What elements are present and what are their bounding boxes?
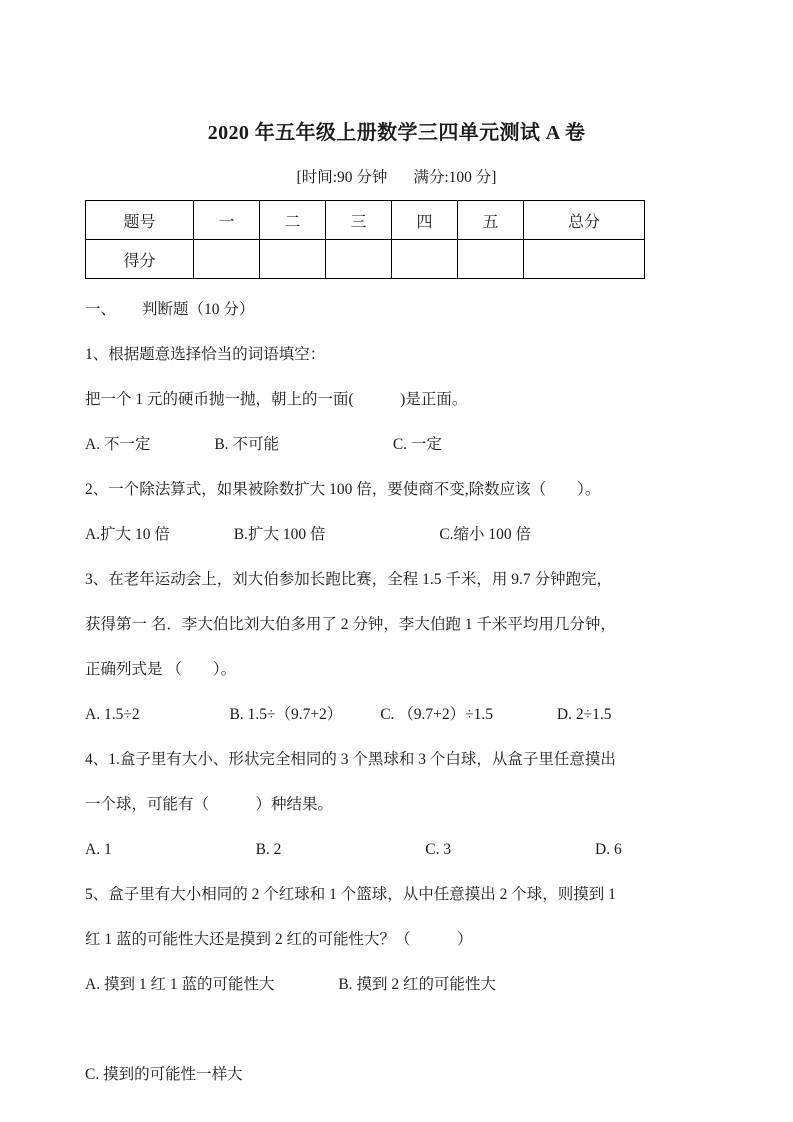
score-table-col-3: 三 <box>326 201 392 240</box>
option-text[interactable]: 6 <box>613 841 622 858</box>
question-content <box>85 287 725 1097</box>
option-key[interactable]: D. <box>556 706 572 723</box>
option-key[interactable]: C. <box>392 436 408 453</box>
score-table-row-label-1: 题号 <box>86 201 194 240</box>
score-table-row-label-2: 得分 <box>86 240 194 279</box>
question-1-options <box>85 422 725 467</box>
option-text[interactable]: 3 <box>443 841 452 858</box>
option-text[interactable]: 摸到 1 红 1 蓝的可能性大 <box>103 976 275 993</box>
option-text[interactable]: 扩大 10 倍 <box>100 526 170 543</box>
option-key[interactable]: B. <box>229 706 244 723</box>
option-text[interactable]: 不可能 <box>232 436 279 453</box>
option-key[interactable]: B. <box>255 841 270 858</box>
question-3-stem-line-1: 3、在老年运动会上，刘大伯参加长跑比赛，全程 1.5 千米，用 9.7 分钟跑完， <box>85 571 613 588</box>
table-row <box>86 240 645 279</box>
exam-total-score: 满分:100 分] <box>413 169 497 186</box>
question-4-stem-line-1: 4、1.盒子里有大小、形状完全相同的 3 个黑球和 3 个白球，从盒子里任意摸出 <box>85 751 616 768</box>
question-5-stem-line-2: 红 1 蓝的可能性大还是摸到 2 红的可能性大？（ ） <box>85 931 473 948</box>
option-text[interactable]: 一定 <box>410 436 442 453</box>
option-text[interactable]: 缩小 100 倍 <box>453 526 532 543</box>
score-table-col-5: 五 <box>458 201 524 240</box>
option-text[interactable]: 扩大 100 倍 <box>247 526 326 543</box>
score-cell-total[interactable] <box>524 240 645 279</box>
score-cell-4[interactable] <box>392 240 458 279</box>
exam-meta-line <box>0 165 793 187</box>
table-row <box>86 201 645 240</box>
score-cell-5[interactable] <box>458 240 524 279</box>
section-title: 判断题（10 分） <box>142 301 255 318</box>
question-2-options <box>85 512 725 557</box>
question-5-options-row-2 <box>85 1052 725 1097</box>
question-5-options-row-1 <box>85 962 725 1007</box>
option-text[interactable]: 不一定 <box>103 436 151 453</box>
option-text[interactable]: 摸到 2 红的可能性大 <box>356 976 496 993</box>
option-key[interactable]: A. <box>85 976 101 993</box>
question-3-options <box>85 692 725 737</box>
option-key[interactable]: A. <box>85 841 101 858</box>
question-2-stem-line-1: 2、一个除法算式，如果被除数扩大 100 倍，要使商不变,除数应该（ ）。 <box>85 481 601 498</box>
option-key[interactable]: A. <box>85 526 101 543</box>
option-text[interactable]: 2÷1.5 <box>575 706 612 723</box>
option-key[interactable]: C. <box>380 706 395 723</box>
score-table-col-4: 四 <box>392 201 458 240</box>
section-number: 一、 <box>85 301 117 318</box>
option-text[interactable]: 1.5÷（9.7+2） <box>247 706 343 723</box>
option-text[interactable]: 摸到的可能性一样大 <box>103 1066 243 1083</box>
option-key[interactable]: A. <box>85 436 101 453</box>
page-title: 2020 年五年级上册数学三四单元测试 A 卷 <box>207 122 586 144</box>
score-table <box>85 200 645 279</box>
score-cell-2[interactable] <box>260 240 326 279</box>
score-table-col-1: 一 <box>194 201 260 240</box>
score-table-col-2: 二 <box>260 201 326 240</box>
question-1-stem-line-1: 1、根据题意选择恰当的词语填空： <box>85 346 326 363</box>
option-key[interactable]: A. <box>85 706 101 723</box>
option-key[interactable]: C. <box>425 841 440 858</box>
section-heading-1 <box>85 287 725 332</box>
score-table-total-header: 总分 <box>524 201 645 240</box>
option-key[interactable]: B. <box>338 976 353 993</box>
question-3-stem-line-3: 正确列式是 （ ）。 <box>85 661 237 678</box>
option-key[interactable]: B. <box>233 526 248 543</box>
question-4-options <box>85 827 725 872</box>
score-cell-1[interactable] <box>194 240 260 279</box>
question-3-stem-line-2: 获得第一 名．李大伯比刘大伯多用了 2 分钟，李大伯跑 1 千米平均用几分钟， <box>85 616 616 633</box>
option-text[interactable]: 1 <box>103 841 112 858</box>
option-key[interactable]: D. <box>595 841 611 858</box>
option-key[interactable]: C. <box>439 526 454 543</box>
option-key[interactable]: B. <box>214 436 229 453</box>
question-5-stem-line-1: 5、盒子里有大小相同的 2 个红球和 1 个篮球，从中任意摸出 2 个球，则摸到 1 <box>85 886 616 903</box>
option-key[interactable]: C. <box>85 1066 100 1083</box>
question-1-stem-line-2: 把一个 1 元的硬币抛一抛，朝上的一面( )是正面。 <box>85 391 468 408</box>
spacer-line <box>85 1007 725 1052</box>
question-4-stem-line-2: 一个球，可能有（ ）种结果。 <box>85 796 334 813</box>
option-text[interactable]: 2 <box>273 841 282 858</box>
exam-time: [时间:90 分钟 <box>296 169 388 186</box>
score-cell-3[interactable] <box>326 240 392 279</box>
option-text[interactable]: （9.7+2）÷1.5 <box>398 706 494 723</box>
option-text[interactable]: 1.5÷2 <box>103 706 140 723</box>
